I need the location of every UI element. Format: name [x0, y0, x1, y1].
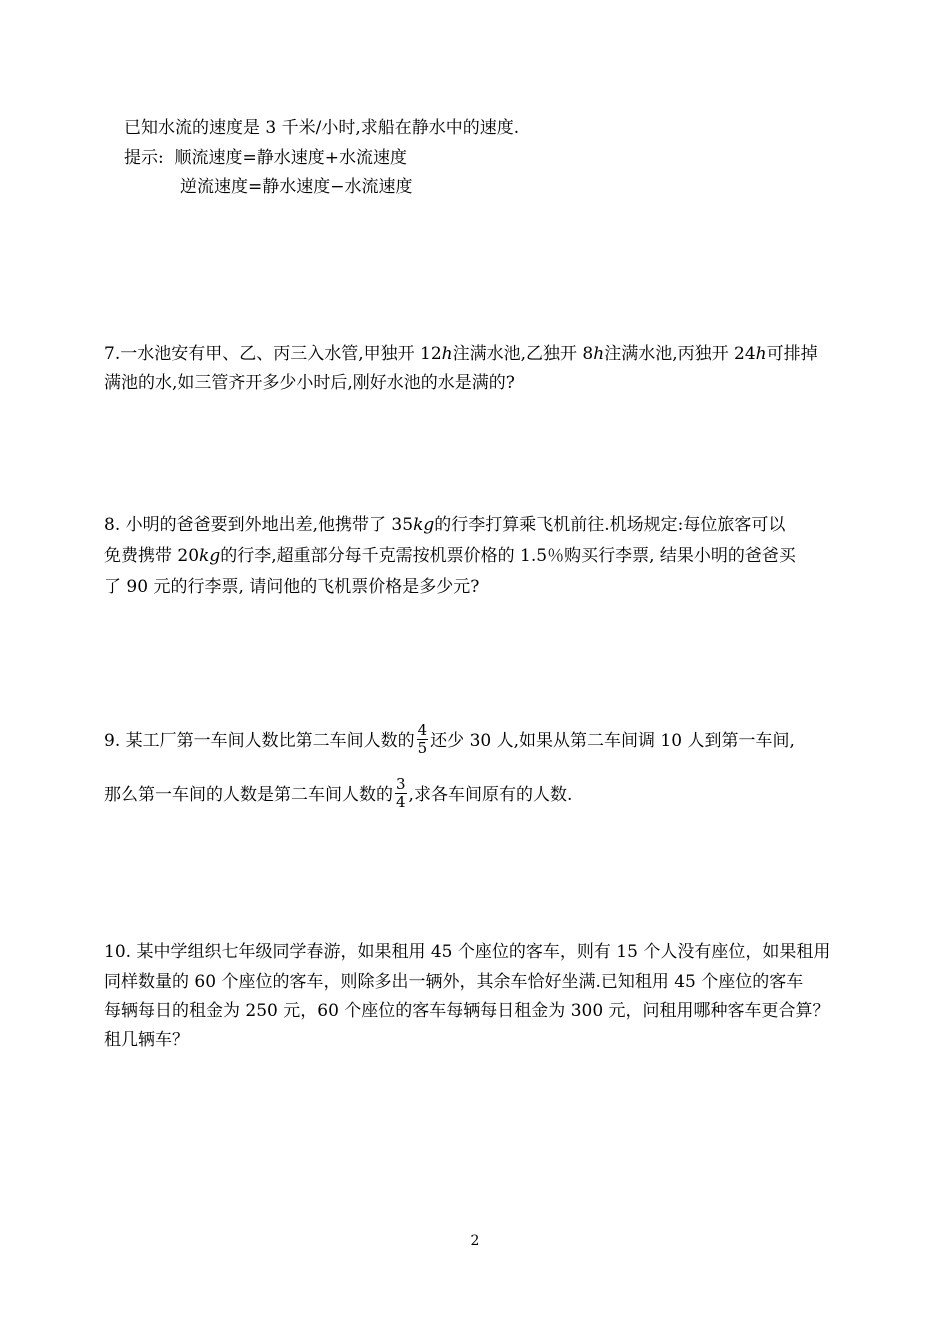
- page-number: 2: [470, 1233, 480, 1249]
- problem-9-text-d: ,求各车间原有的人数.: [408, 785, 573, 805]
- problem-8-line-1: [104, 514, 785, 536]
- problem-10-line-2: 同样数量的 60 个座位的客车，则除多出一辆外，其余车恰好坐满.已知租用 45 个座位的客车: [104, 972, 804, 992]
- problem-6-hint-1: [124, 147, 407, 169]
- problem-9-text-b: 还少 30 人,如果从第二车间调 10 人到第一车间,: [430, 731, 795, 751]
- fraction-three-quarters: [395, 776, 407, 811]
- problem-7-line-2: 满池的水,如三管齐开多少小时后,刚好水池的水是满的?: [104, 373, 515, 393]
- problem-8-text-b: 的行李打算乘飞机前往.机场规定:每位旅客可以: [434, 515, 786, 535]
- hint-upstream: 逆流速度=静水速度−水流速度: [180, 177, 413, 197]
- problem-8-text-d: 的行李,超重部分每千克需按机票价格的 1.5％购买行李票, 结果小明的爸爸买: [220, 546, 796, 566]
- unit-hour: h: [755, 344, 767, 364]
- unit-hour: h: [593, 344, 605, 364]
- fraction-denominator: 5: [417, 739, 428, 757]
- problem-9-text-c: 那么第一车间的人数是第二车间人数的: [104, 785, 393, 805]
- problem-10-line-4: 租几辆车？: [104, 1030, 189, 1050]
- problem-9-line-2: [104, 776, 572, 814]
- problem-7-line-1: [104, 343, 818, 365]
- problem-6-text: 已知水流的速度是 3 千米/小时,求船在静水中的速度.: [124, 118, 520, 138]
- problem-9-line-1: [104, 722, 795, 760]
- unit-kg: kg: [199, 546, 221, 566]
- unit-kg: kg: [413, 515, 435, 535]
- hint-label: 提示:: [124, 148, 164, 168]
- problem-7-text-c: 注满水池,丙独开 24: [604, 344, 756, 364]
- fraction-four-fifths: [417, 722, 429, 757]
- problem-7-text-d: 可排掉: [766, 344, 818, 364]
- problem-8-text-c: 免费携带 20: [104, 546, 200, 566]
- fraction-numerator: 4: [417, 721, 428, 739]
- problem-7-text-b: 注满水池,乙独开 8: [452, 344, 594, 364]
- fraction-denominator: 4: [396, 793, 406, 811]
- unit-hour: h: [441, 344, 453, 364]
- problem-8-text-a: 8. 小明的爸爸要到外地出差,他携带了 35: [104, 515, 414, 535]
- problem-10-line-3: 每辆每日的租金为 250 元，60 个座位的客车每辆每日租金为 300 元，问租用哪种客车更合算？: [104, 1001, 830, 1021]
- problem-9-text-a: 9. 某工厂第一车间人数比第二车间人数的: [104, 731, 415, 751]
- problem-7-text-a: 7.一水池安有甲、乙、丙三入水管,甲独开 12: [104, 344, 442, 364]
- problem-8-line-2: [104, 545, 796, 567]
- fraction-numerator: 3: [396, 775, 406, 793]
- problem-8-line-3: 了 90 元的行李票, 请问他的飞机票价格是多少元?: [104, 577, 480, 597]
- problem-10-line-1: 10. 某中学组织七年级同学春游，如果租用 45 个座位的客车，则有 15 个人没有座位，如果租用: [104, 942, 831, 962]
- hint-downstream: 顺流速度=静水速度+水流速度: [174, 148, 408, 168]
